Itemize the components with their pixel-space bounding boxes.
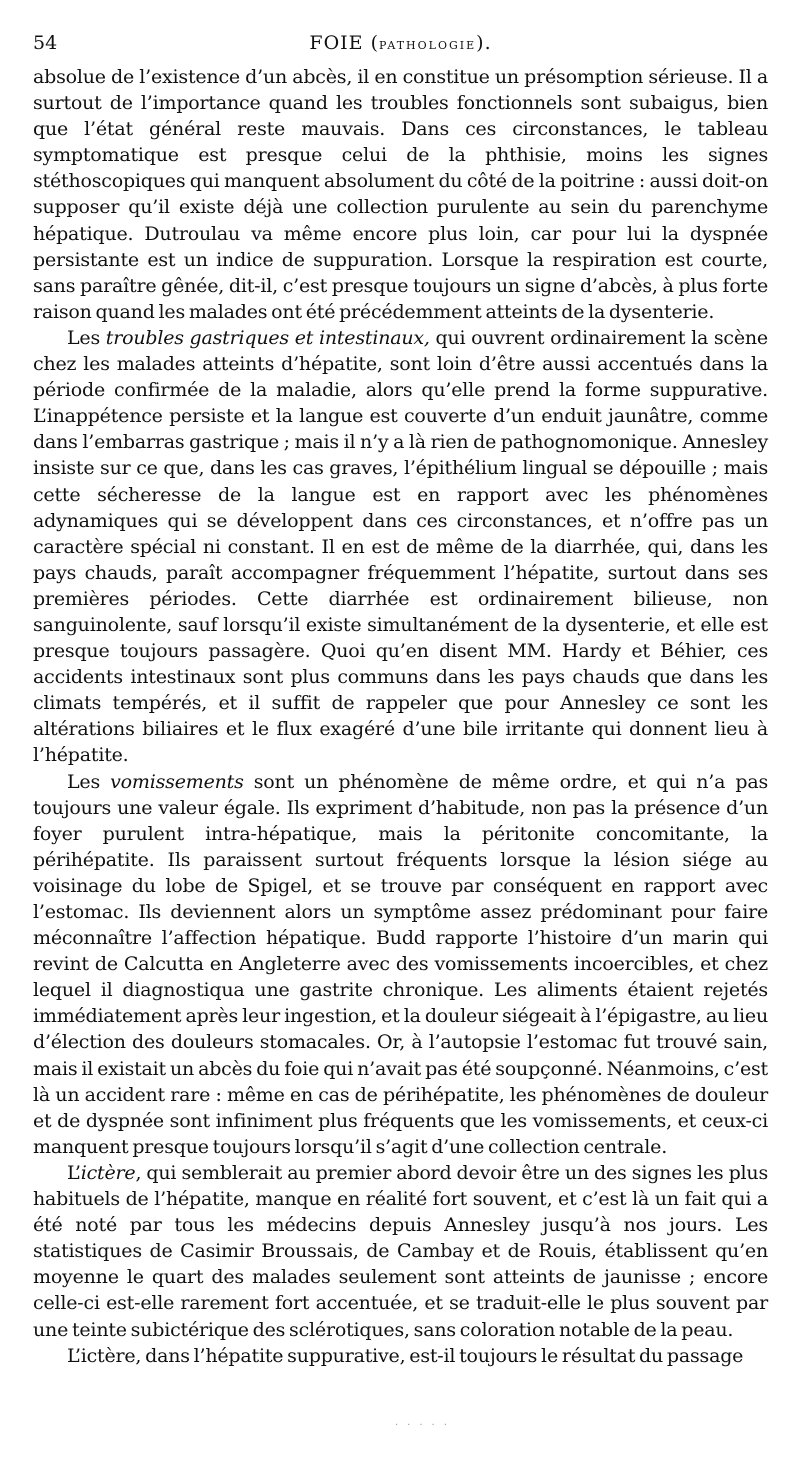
text-run: , qui semblerait au premier abord devoir être un des signes les plus habituels de l’hépatite, manque en réalité fort souvent, et c’est là un fait qui a été noté par tous les médecins depuis Annesley jusqu’à nos jours. Les statistiques de Casimir Broussais, de Cambay et de Rouis, établissent qu’en moyenne le quart des malades seulement sont atteints de jaunisse ; encore celle-ci est-elle rarement fort accentuée, et se traduit-elle le plus souvent par une teinte subictérique des sclérotiques, sans coloration notable de la peau. <box>33 1161 768 1341</box>
text-run: Les <box>67 770 111 793</box>
paragraph <box>33 64 768 325</box>
page-number: 54 <box>33 32 58 54</box>
text-run: qui ouvrent ordinairement la scène chez les malades atteints d’hépatite, sont loin d’être aussi accentués dans la période confirmée de la maladie, alors qu’elle prend la forme suppurative. L’inappétence persiste et la langue est couverte d’un enduit jaunâtre, comme dans l’embarras gastrique ; mais il n’y a là rien de pathognomonique. Annesley insiste sur ce que, dans les cas graves, l’épithélium lingual se dépouille ; mais cette sécheresse de la langue est en rapport avec les phénomènes adynamiques qui se développent dans ces circonstances, et n’offre pas un caractère spécial ni constant. Il en est de même de la diarrhée, qui, dans les pays chauds, paraît accompagner fréquemment l’hépatite, surtout dans ses premières périodes. Cette diarrhée est ordinairement bilieuse, non sanguinolente, sauf lorsqu’il existe simultanément de la dysenterie, et elle est presque toujours passagère. Quoi qu’en disent MM. Hardy et Béhier, ces accidents intestinaux sont plus communs dans les pays chauds que dans les climats tempérés, et il suffit de rappeler que pour Annesley ce sont les altérations biliaires et le flux exagéré d’une bile irritante qui donnent lieu à l’hépatite. <box>33 326 768 767</box>
text-run: Les <box>67 326 106 349</box>
page-bottom-specks: ····· <box>395 1420 456 1431</box>
paragraph <box>33 1343 768 1369</box>
running-title <box>33 32 768 54</box>
paragraph <box>33 769 768 1160</box>
text-run: L’ictère, dans l’hépatite suppurative, est-il toujours le résultat du passage <box>67 1344 744 1367</box>
italic-phrase: troubles gastriques et intestinaux, <box>105 326 430 349</box>
running-title-end: ). <box>476 32 492 54</box>
italic-phrase: vomissements <box>110 770 244 793</box>
text-run: sont un phénomène de même ordre, et qui n’a pas toujours une valeur égale. Ils expriment d’habitude, non pas la présence d’un foyer purulent intra-hépatique, mais la péritonite concomitante, la périhépatite. Ils paraissent surtout fréquents lorsque la lésion siége au voisinage du lobe de Spigel, et se trouve par conséquent en rapport avec l’estomac. Ils deviennent alors un symptôme assez prédominant pour faire méconnaître l’affection hépatique. Budd rapporte l’histoire d’un marin qui revint de Calcutta en Angleterre avec des vomissements incoercibles, et chez lequel il diagnostiqua une gastrite chronique. Les aliments étaient rejetés immédiatement après leur ingestion, et la douleur siégeait à l’épigastre, au lieu d’élection des douleurs stomacales. Or, à l’autopsie l’estomac fut trouvé sain, mais il existait un abcès du foie qui n’avait pas été soupçonné. Néanmoins, c’est là un accident rare : même en cas de périhépatite, les phénomènes de douleur et de dyspnée sont infiniment plus fréquents que les vomissements, et ceux-ci manquent presque toujours lorsqu’il s’agit d’une collection centrale. <box>33 770 768 1158</box>
book-page <box>33 28 768 1369</box>
text-run: absolue de l’existence d’un abcès, il en constitue un présomption sérieuse. Il a surtout de l’importance quand les troubles fonctionnels sont subaigus, bien que l’état général reste mauvais. Dans ces circonstances, le tableau symptomatique est presque celui de la phthisie, moins les signes stéthoscopiques qui manquent absolument du côté de la poitrine : aussi doit-on supposer qu’il existe déjà une collection purulente au sein du parenchyme hépatique. Dutroulau va même encore plus loin, car pour lui la dyspnée persistante est un indice de suppuration. Lorsque la respiration est courte, sans paraître gênée, dit-il, c’est presque toujours un signe d’abcès, à plus forte raison quand les malades ont été précédemment atteints de la dysenterie. <box>33 66 768 323</box>
running-header <box>33 28 768 64</box>
text-run: L’ <box>67 1161 81 1184</box>
paragraph <box>33 325 768 769</box>
paragraph <box>33 1160 768 1343</box>
running-title-main: FOIE ( <box>309 32 379 54</box>
italic-phrase: ictère <box>80 1161 136 1184</box>
body-text <box>33 64 768 1369</box>
running-title-sub: pathologie <box>378 35 477 53</box>
